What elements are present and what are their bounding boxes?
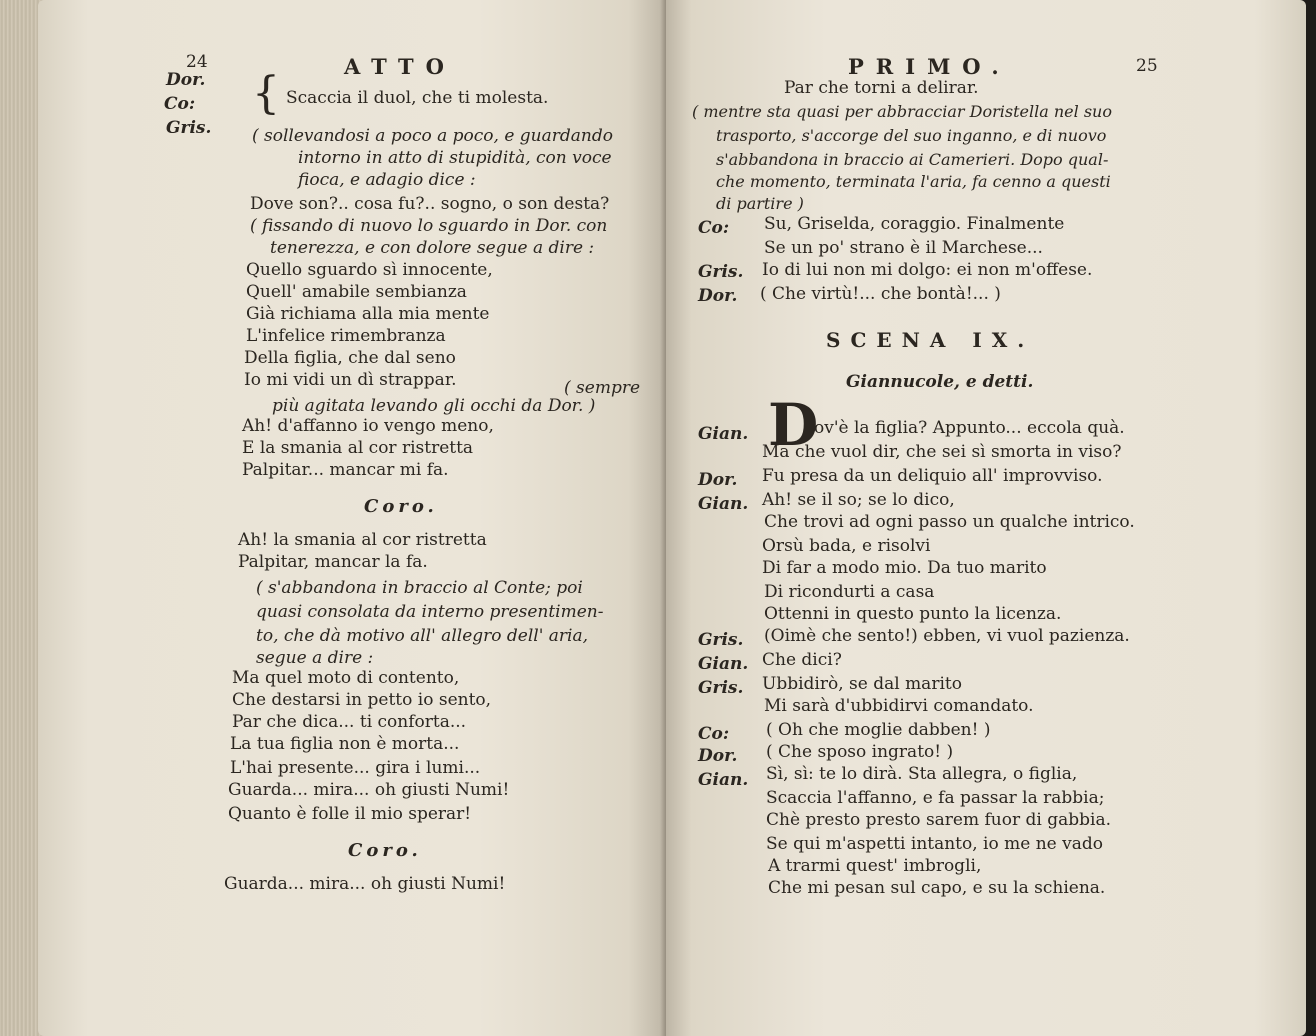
speaker-label: Dor. <box>166 70 206 90</box>
stage-direction: segue a dire : <box>256 648 374 668</box>
dialogue-line: Ma che vuol dir, che sei sì smorta in viso? <box>762 442 1122 462</box>
right-page-number: 25 <box>1136 56 1158 76</box>
dialogue-line: Ottenni in questo punto la licenza. <box>764 604 1062 624</box>
stage-direction: di partire ) <box>716 194 804 213</box>
speaker-label: Gris. <box>698 630 744 650</box>
speaker-label: Dor. <box>698 746 738 766</box>
stage-direction: tenerezza, e con dolore segue a dire : <box>270 238 595 258</box>
verse-line: Palpitar... mancar mi fa. <box>242 460 449 480</box>
verse-line: Guarda... mira... oh giusti Numi! <box>224 874 506 894</box>
stage-direction: intorno in atto di stupidità, con voce <box>298 148 612 168</box>
verse-line: Che destarsi in petto io sento, <box>232 690 492 710</box>
dialogue-line: Che dici? <box>762 650 842 670</box>
chorus-heading: Coro. <box>364 496 438 517</box>
verse-line: Ah! d'affanno io vengo meno, <box>242 416 494 436</box>
dialogue-line: Ubbidirò, se dal marito <box>762 674 962 694</box>
right-page-header: PRIMO. <box>848 54 1011 79</box>
verse-line: Quanto è folle il mio sperar! <box>228 804 472 824</box>
dialogue-line: Se qui m'aspetti intanto, io me ne vado <box>766 834 1103 854</box>
left-page <box>38 0 666 1036</box>
stage-direction: s'abbandona in braccio ai Camerieri. Dopo qual- <box>716 150 1109 169</box>
speaker-label: Dor. <box>698 286 738 306</box>
dialogue-line: Io di lui non mi dolgo: ei non m'offese. <box>762 260 1093 280</box>
verse-line: Ma quel moto di contento, <box>232 668 460 688</box>
verse-line: Quell' amabile sembianza <box>246 282 467 302</box>
speaker-label: Gris. <box>166 118 212 138</box>
dialogue-line: Che mi pesan sul capo, e su la schiena. <box>768 878 1106 898</box>
dialogue-line: Che trovi ad ogni passo un qualche intrico. <box>764 512 1135 532</box>
stage-direction: quasi consolata da interno presentimen- <box>256 602 604 622</box>
verse-line: Della figlia, che dal seno <box>244 348 456 368</box>
dialogue-line: Se un po' strano è il Marchese... <box>764 238 1043 258</box>
verse-line: L'hai presente... gira i lumi... <box>230 758 481 778</box>
dialogue-line: Su, Griselda, coraggio. Finalmente <box>764 214 1065 234</box>
stage-direction: to, che dà motivo all' allegro dell' aria, <box>256 626 589 646</box>
speaker-label: Gian. <box>698 654 749 674</box>
dialogue-line: A trarmi quest' imbrogli, <box>768 856 982 876</box>
speaker-label: Dor. <box>698 470 738 490</box>
right-page <box>666 0 1306 1036</box>
verse-line: Ah! la smania al cor ristretta <box>238 530 487 550</box>
chorus-heading: Coro. <box>348 840 422 861</box>
stage-direction: fioca, e adagio dice : <box>298 170 476 190</box>
stage-direction: ( s'abbandona in braccio al Conte; poi <box>256 578 583 598</box>
speaker-label: Gian. <box>698 770 749 790</box>
verse-line: Par che dica... ti conforta... <box>232 712 467 732</box>
scene-heading: SCENA IX. <box>826 328 1035 352</box>
speaker-label: Gris. <box>698 678 744 698</box>
speaker-label: Co: <box>698 724 730 744</box>
dialogue-line: ov'è la figlia? Appunto... eccola quà. <box>814 418 1125 438</box>
verse-line: Io mi vidi un dì strappar. <box>244 370 457 390</box>
scene-characters: Giannucole, e detti. <box>846 372 1034 392</box>
stage-direction: trasporto, s'accorge del suo inganno, e di nuovo <box>716 126 1107 145</box>
verse-line: Palpitar, mancar la fa. <box>238 552 428 572</box>
left-page-number: 24 <box>186 52 208 72</box>
dialogue-line: Scaccia l'affanno, e fa passar la rabbia; <box>766 788 1105 808</box>
verse-line: Scaccia il duol, che ti molesta. <box>286 88 549 108</box>
verse-line: E la smania al cor ristretta <box>242 438 474 458</box>
stage-direction: più agitata levando gli occhi da Dor. ) <box>272 396 596 416</box>
dialogue-line: ( Che sposo ingrato! ) <box>766 742 954 762</box>
stage-direction: ( sempre <box>564 378 641 398</box>
dialogue-line: Di ricondurti a casa <box>764 582 935 602</box>
speaker-label: Gian. <box>698 494 749 514</box>
dialogue-line: Mi sarà d'ubbidirvi comandato. <box>764 696 1034 716</box>
verse-line: Guarda... mira... oh giusti Numi! <box>228 780 510 800</box>
verse-line: Già richiama alla mia mente <box>246 304 490 324</box>
speaker-label: Gian. <box>698 424 749 444</box>
verse-line: Par che torni a delirar. <box>784 78 979 98</box>
verse-line: Quello sguardo sì innocente, <box>246 260 493 280</box>
drop-cap: D <box>768 391 819 459</box>
stage-direction: ( mentre sta quasi per abbracciar Doristella nel suo <box>692 102 1112 121</box>
dialogue-line: Fu presa da un deliquio all' improvviso. <box>762 466 1103 486</box>
stage-direction: che momento, terminata l'aria, fa cenno a questi <box>716 172 1111 191</box>
speaker-label: Co: <box>698 218 730 238</box>
dialogue-line: Ah! se il so; se lo dico, <box>762 490 955 510</box>
dialogue-line: Orsù bada, e risolvi <box>762 536 931 556</box>
dialogue-line: ( Oh che moglie dabben! ) <box>766 720 991 740</box>
dialogue-line: Chè presto presto sarem fuor di gabbia. <box>766 810 1112 830</box>
dialogue-line: Di far a modo mio. Da tuo marito <box>762 558 1047 578</box>
speaker-label: Co: <box>164 94 196 114</box>
verse-line: La tua figlia non è morta... <box>230 734 460 754</box>
verse-line: Dove son?.. cosa fu?.. sogno, o son desta? <box>250 194 610 214</box>
dialogue-line: Sì, sì: te lo dirà. Sta allegra, o figlia, <box>766 764 1078 784</box>
left-page-header: ATTO <box>344 54 456 79</box>
dialogue-line: (Oimè che sento!) ebben, vi vuol pazienza. <box>764 626 1130 646</box>
stage-direction: ( sollevandosi a poco a poco, e guardando <box>252 126 613 146</box>
speaker-label: Gris. <box>698 262 744 282</box>
verse-line: L'infelice rimembranza <box>246 326 446 346</box>
dialogue-line: ( Che virtù!... che bontà!... ) <box>760 284 1001 304</box>
brace-symbol: { <box>252 68 280 119</box>
stage-direction: ( fissando di nuovo lo sguardo in Dor. con <box>250 216 608 236</box>
